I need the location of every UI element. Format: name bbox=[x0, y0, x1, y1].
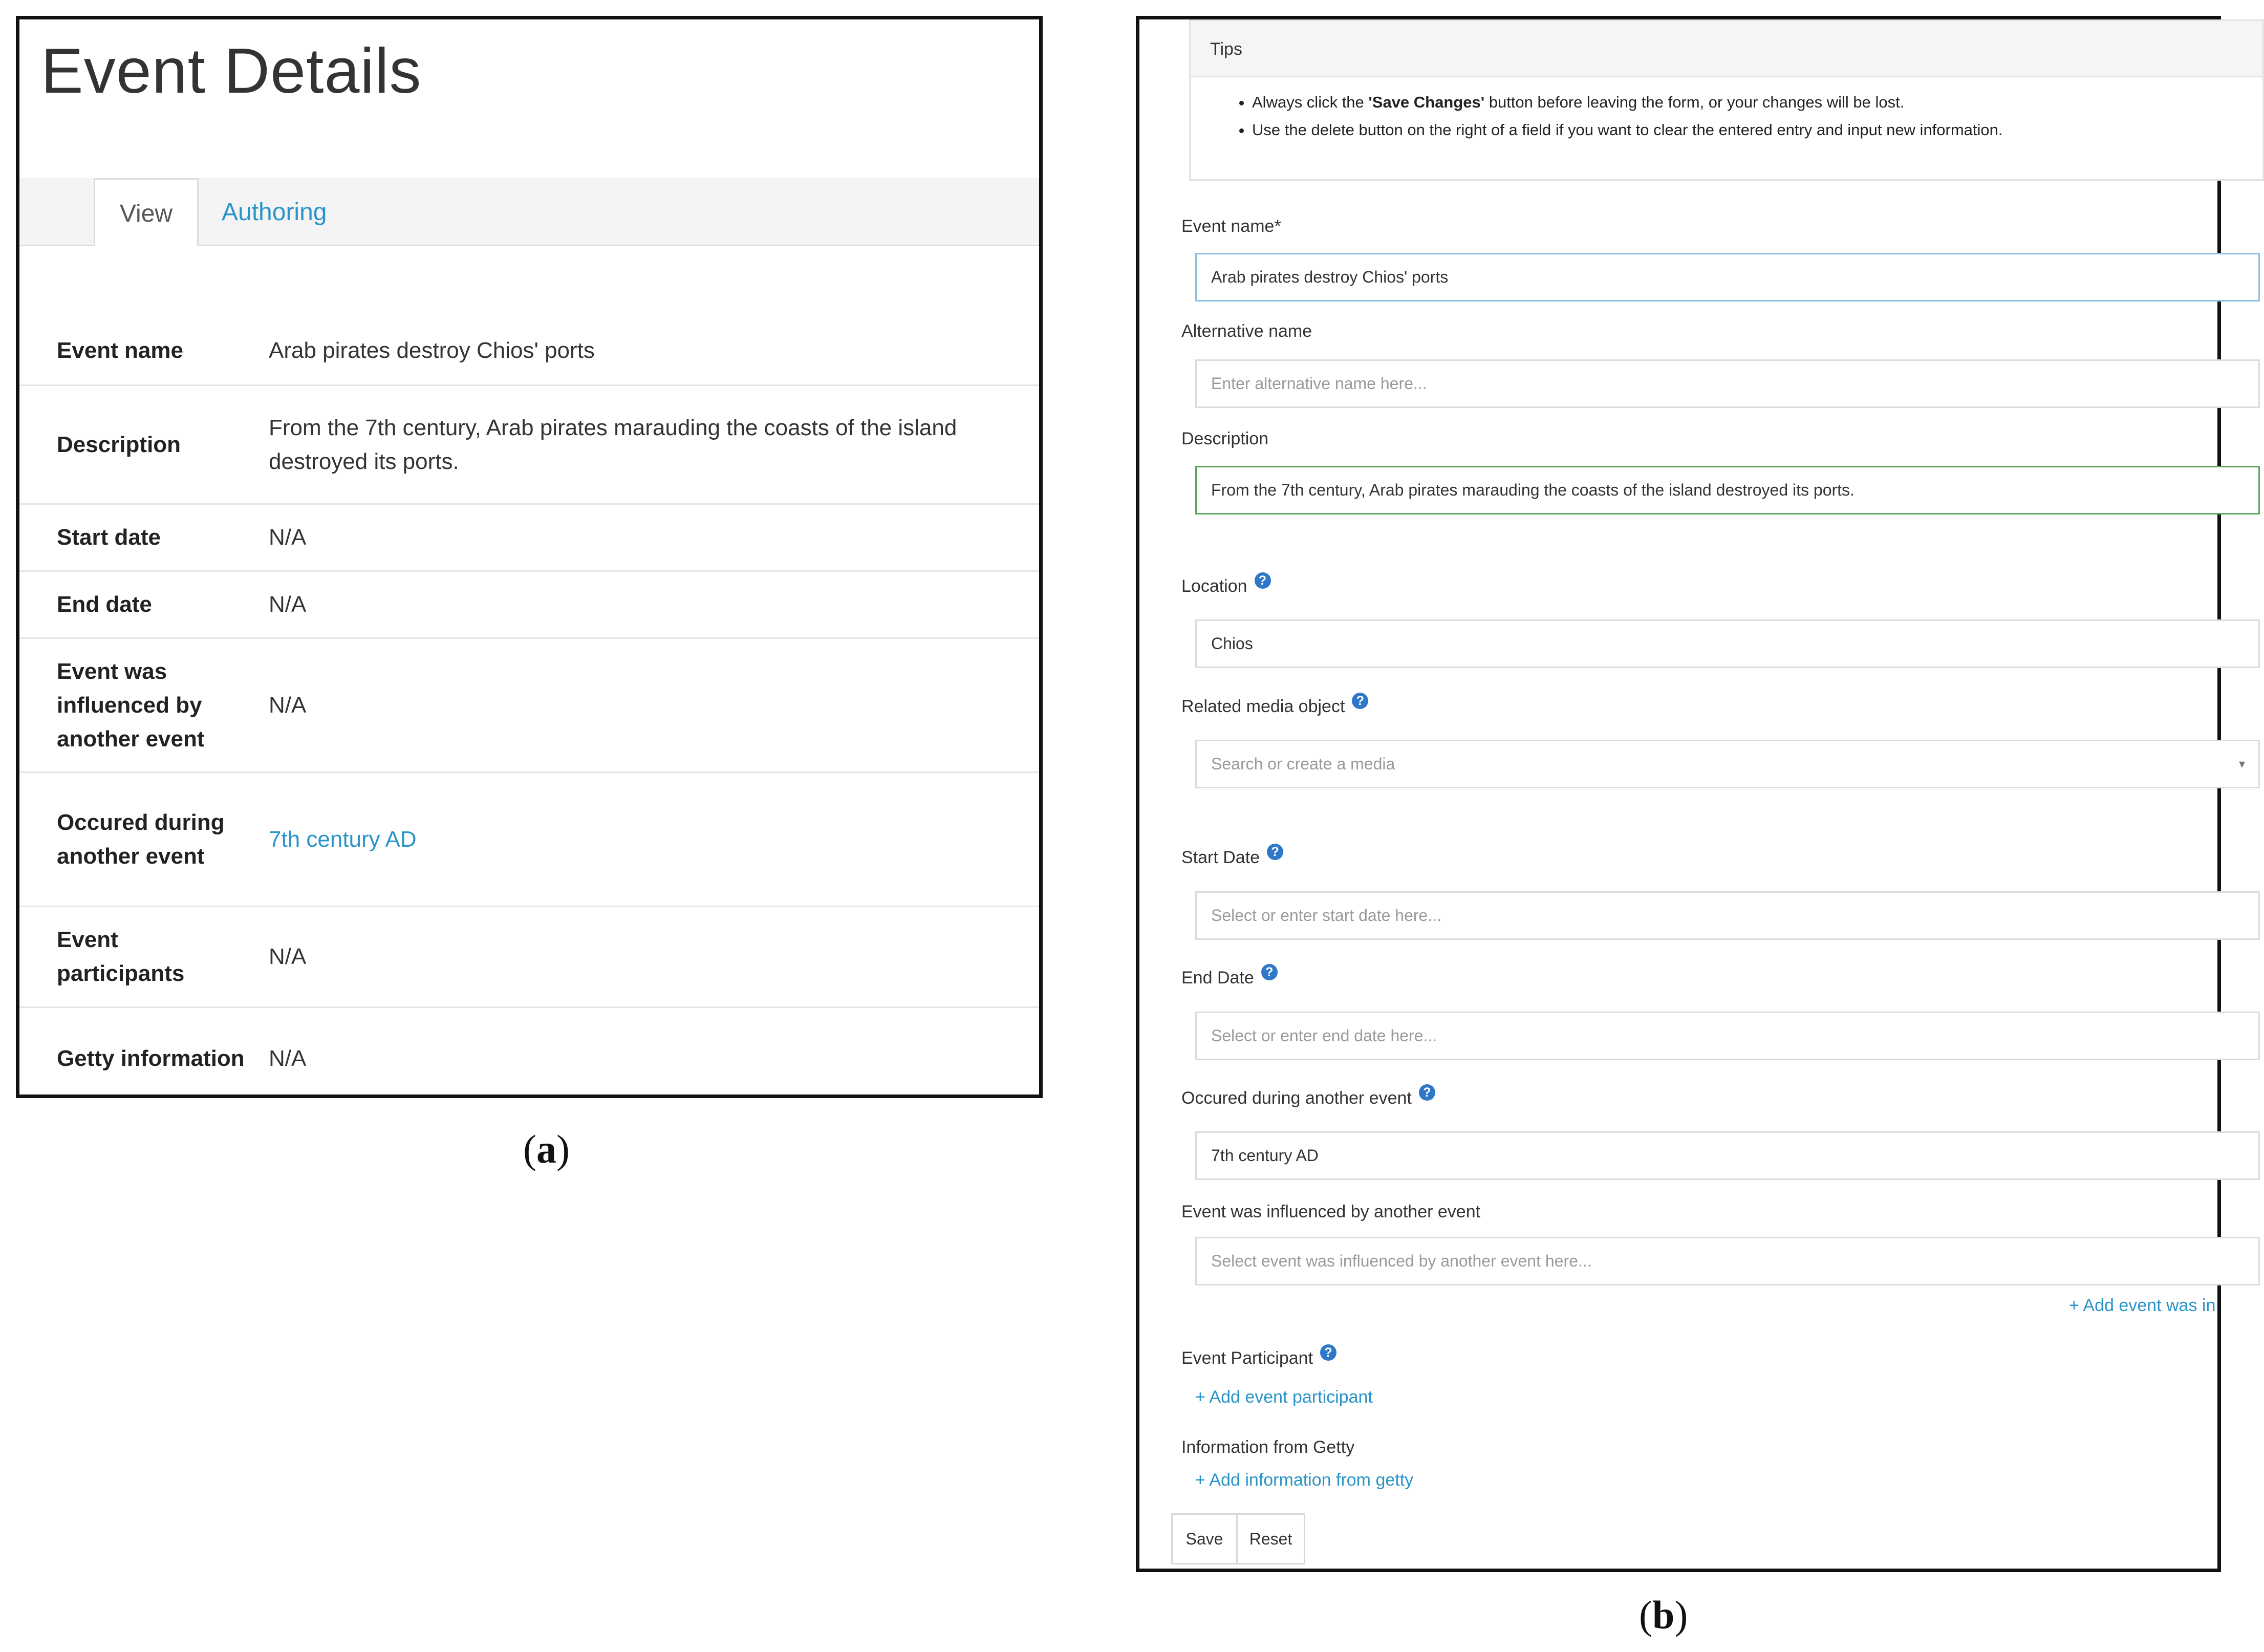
row-label: Occured during another event bbox=[57, 809, 225, 869]
event-details-view-panel bbox=[16, 16, 1043, 1098]
tips-title: Tips bbox=[1191, 21, 2262, 77]
add-event-participant-link[interactable]: + Add event participant bbox=[1195, 1387, 1373, 1407]
end-date-label: End Date ? bbox=[1181, 964, 1278, 988]
related-media-select[interactable]: Search or create a media ▾ bbox=[1195, 740, 2260, 788]
alternative-name-input[interactable]: Enter alternative name here... bbox=[1195, 359, 2260, 408]
help-icon[interactable]: ? bbox=[1267, 844, 1283, 860]
row-value: N/A bbox=[269, 944, 307, 969]
event-authoring-form-panel bbox=[1136, 16, 2245, 1572]
influenced-by-label: Event was influenced by another event bbox=[1181, 1202, 1481, 1221]
related-media-label: Related media object ? bbox=[1181, 693, 1368, 717]
start-date-label: Start Date ? bbox=[1181, 844, 1283, 868]
tab-view[interactable]: View bbox=[94, 178, 199, 246]
caption-b: (b) bbox=[1639, 1593, 1688, 1637]
table-row bbox=[19, 572, 1039, 639]
description-input[interactable]: From the 7th century, Arab pirates marauding the coasts of the island destroyed its ports. bbox=[1195, 466, 2260, 514]
getty-label: Information from Getty bbox=[1181, 1438, 1355, 1457]
chevron-down-icon[interactable]: ▾ bbox=[2238, 757, 2245, 771]
row-label: Getty information bbox=[57, 1045, 245, 1071]
table-row bbox=[19, 505, 1039, 572]
row-value: N/A bbox=[269, 692, 307, 718]
save-button[interactable]: Save bbox=[1171, 1513, 1238, 1564]
help-icon[interactable]: ? bbox=[1255, 572, 1271, 589]
tip-item: • Always click the 'Save Changes' button before leaving the form, or your changes will be lost. bbox=[1252, 89, 2262, 116]
help-icon[interactable]: ? bbox=[1261, 964, 1278, 980]
row-label: End date bbox=[57, 592, 152, 617]
tab-bar bbox=[19, 178, 1039, 246]
row-label: Event was influenced by another event bbox=[57, 658, 205, 752]
table-row bbox=[19, 1008, 1039, 1109]
caption-a: (a) bbox=[523, 1127, 570, 1171]
occured-during-link[interactable]: 7th century AD bbox=[269, 826, 417, 852]
row-value: N/A bbox=[269, 1045, 307, 1071]
row-label: Description bbox=[57, 432, 181, 457]
description-label: Description bbox=[1181, 429, 1269, 448]
occured-during-input[interactable]: 7th century AD bbox=[1195, 1131, 2260, 1180]
add-getty-link[interactable]: + Add information from getty bbox=[1195, 1470, 1414, 1490]
influenced-by-input[interactable]: Select event was influenced by another event here... bbox=[1195, 1237, 2260, 1285]
row-value: From the 7th century, Arab pirates marauding the coasts of the island destroyed its ports. bbox=[269, 415, 957, 474]
table-row bbox=[19, 773, 1039, 907]
row-value: N/A bbox=[269, 525, 307, 550]
alternative-name-label: Alternative name bbox=[1181, 321, 1312, 341]
help-icon[interactable]: ? bbox=[1320, 1344, 1336, 1361]
tip-item: • Use the delete button on the right of a field if you want to clear the entered entry and input new information. bbox=[1252, 116, 2262, 144]
row-value: N/A bbox=[269, 592, 307, 617]
page-title: Event Details bbox=[41, 36, 422, 106]
tab-authoring[interactable]: Authoring bbox=[222, 199, 327, 226]
row-label: Start date bbox=[57, 525, 161, 550]
event-participant-label: Event Participant ? bbox=[1181, 1344, 1336, 1368]
event-name-label: Event name* bbox=[1181, 217, 1281, 236]
row-label: Event name bbox=[57, 337, 183, 363]
location-input[interactable]: Chios bbox=[1195, 619, 2260, 668]
tips-list bbox=[1191, 89, 2262, 144]
location-label: Location ? bbox=[1181, 572, 1271, 596]
row-value: Arab pirates destroy Chios' ports bbox=[269, 337, 595, 363]
event-name-input[interactable]: Arab pirates destroy Chios' ports bbox=[1195, 253, 2260, 302]
table-row bbox=[19, 316, 1039, 386]
tips-box bbox=[1189, 19, 2264, 181]
start-date-input[interactable]: Select or enter start date here... bbox=[1195, 891, 2260, 940]
help-icon[interactable]: ? bbox=[1419, 1084, 1435, 1101]
help-icon[interactable]: ? bbox=[1352, 693, 1368, 709]
table-row bbox=[19, 639, 1039, 773]
end-date-input[interactable]: Select or enter end date here... bbox=[1195, 1012, 2260, 1060]
table-row bbox=[19, 907, 1039, 1008]
row-label: Event participants bbox=[57, 927, 185, 986]
add-influenced-by-link[interactable]: + Add event was in bbox=[2069, 1296, 2216, 1315]
table-row bbox=[19, 386, 1039, 505]
occured-during-label: Occured during another event ? bbox=[1181, 1084, 1435, 1108]
reset-button[interactable]: Reset bbox=[1236, 1513, 1305, 1564]
